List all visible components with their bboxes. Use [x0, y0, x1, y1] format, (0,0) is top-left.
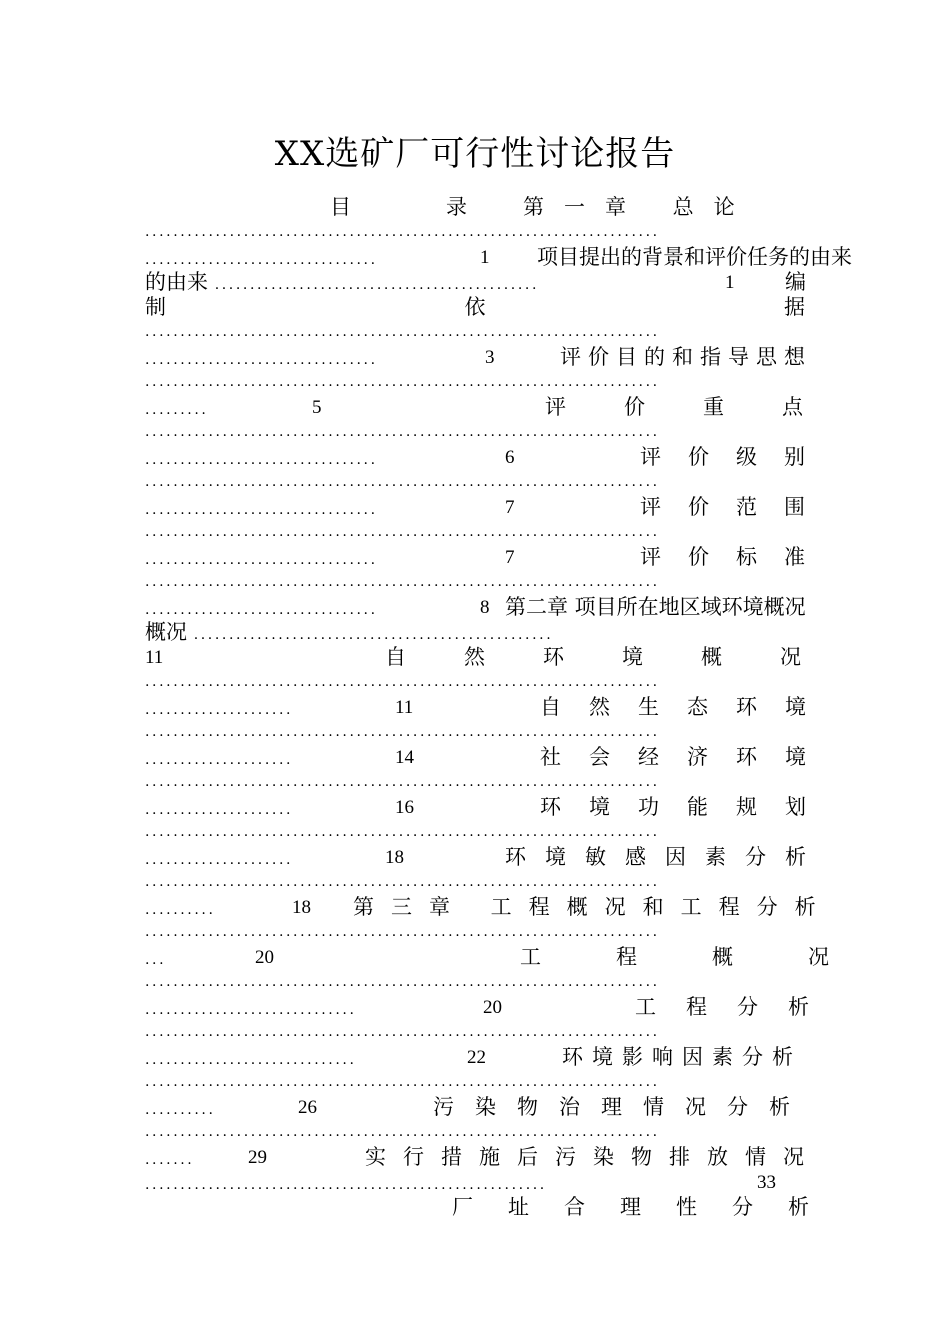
toc-row	[145, 1195, 844, 1220]
toc-row: ... 20 工程概况	[145, 945, 904, 969]
page-number: 18	[385, 847, 404, 868]
page-number: 29	[248, 1147, 267, 1168]
toc-entry[interactable]: 评价范围	[640, 495, 832, 519]
toc-entry-continued: 概况 ...................................................	[145, 620, 554, 644]
page-number: 22	[467, 1047, 486, 1068]
toc-entry[interactable]: 评价标准	[640, 545, 832, 569]
leader-dots: .........................................................................	[145, 374, 660, 390]
toc-entry[interactable]: 项目提出的背景和评价任务的由来	[537, 245, 852, 269]
page-number: 14	[395, 747, 414, 768]
leader-dots: .........................................................................	[145, 424, 660, 440]
leader-dots: .........................................................................	[145, 1074, 660, 1090]
toc-entry[interactable]: 厂址合理性分析	[452, 1195, 844, 1219]
toc-row: ................................. 1 项目提出的背景和评价任务的由来	[145, 245, 852, 269]
toc-row: ....... 29 实行措施后污染物排放情况	[145, 1145, 821, 1169]
toc-heading: 目录	[330, 195, 562, 219]
toc-row	[145, 645, 859, 670]
page-number: 3	[485, 347, 495, 368]
leader-dots: .........................................................................	[145, 874, 660, 890]
toc-entry[interactable]: 环境功能规划	[540, 795, 834, 819]
leader-dots: .........................................................................	[145, 774, 660, 790]
leader-dots: .........................................................................	[145, 1124, 660, 1140]
toc-row: ................................. 8 第二章 项目所在地区域环境概况	[145, 595, 806, 619]
toc-row: ................................. 6 评价级别	[145, 445, 832, 469]
toc-entry[interactable]: 工程概况	[520, 945, 904, 969]
chapter-3-label[interactable]: 第三章 工程概况和工程分析	[353, 895, 833, 919]
page-number: 26	[298, 1097, 317, 1118]
toc-entry[interactable]: 评价目的和指导思想	[560, 345, 812, 369]
toc-entry[interactable]: 评价级别	[640, 445, 832, 469]
leader-dots: .........................................................................	[145, 724, 660, 740]
page-number: 1	[725, 272, 735, 293]
chapter-1-label: 第一章 总论	[523, 195, 755, 219]
toc-row: ......... 5 评价重点	[145, 395, 861, 419]
chapter-2-label[interactable]: 第二章 项目所在地区域环境概况	[505, 595, 806, 619]
page-number: 1	[480, 247, 490, 268]
page-number: 20	[255, 947, 274, 968]
leader-dots: .........................................................................	[145, 1024, 660, 1040]
toc-row: .............................. 20 工程分析	[145, 995, 839, 1019]
toc-row: ..................... 14 社会经济环境	[145, 745, 834, 769]
toc-row: ......................................................... 33	[145, 1172, 776, 1193]
toc-row: ..................... 16 环境功能规划	[145, 795, 834, 819]
leader-dots: .........................................................................	[145, 324, 660, 340]
toc-row: ..................... 11 自然生态环境	[145, 695, 834, 719]
page-number: 18	[292, 897, 311, 918]
leader-dots: .........................................................................	[145, 524, 660, 540]
toc-entry[interactable]: 自然生态环境	[540, 695, 834, 719]
toc-entry[interactable]: 污染物治理情况分析	[433, 1095, 811, 1119]
page-number: 16	[395, 797, 414, 818]
page-number: 33	[757, 1172, 776, 1193]
toc-entry[interactable]: 制 依 据	[145, 295, 805, 319]
page-number: 11	[145, 647, 164, 668]
toc-row	[145, 620, 805, 645]
leader-dots: .........................................................................	[145, 574, 660, 590]
page-number: 7	[505, 547, 515, 568]
toc-entry[interactable]: 环境敏感因素分析	[505, 845, 825, 869]
toc-entry[interactable]: 实行措施后污染物排放情况	[365, 1145, 821, 1169]
toc-row: .......... 18 第三章 工程概况和工程分析	[145, 895, 833, 919]
toc-entry[interactable]: 工程分析	[635, 995, 839, 1019]
toc-row: .............................. 22 环境影响因素分析	[145, 1045, 802, 1069]
toc-entry[interactable]: 编	[785, 270, 806, 294]
leader-dots: .........................................................................	[145, 474, 660, 490]
toc-row: .......... 26 污染物治理情况分析	[145, 1095, 811, 1119]
leader-dots: .........................................................................	[145, 974, 660, 990]
toc-row	[145, 295, 805, 320]
toc-entry[interactable]: 评价重点	[545, 395, 861, 419]
toc-row: ..................... 18 环境敏感因素分析	[145, 845, 825, 869]
toc-entry[interactable]: 社会经济环境	[540, 745, 834, 769]
toc-row: ................................. 7 评价标准	[145, 545, 832, 569]
toc-row	[145, 195, 805, 220]
page-number: 7	[505, 497, 515, 518]
toc-entry-continued: 的由来 ..............................................	[145, 270, 539, 294]
leader-dots: .........................................................................	[145, 674, 660, 690]
toc-entry[interactable]: 自然环境概况	[385, 645, 859, 669]
table-of-contents	[145, 195, 904, 1220]
leader-dots: .........................................................................	[145, 824, 660, 840]
leader-dots: .........................................................................	[145, 924, 660, 940]
toc-entry[interactable]: 环境影响因素分析	[562, 1045, 802, 1069]
leader-dots: .........................................................................	[145, 224, 660, 240]
page-number: 8	[480, 597, 490, 618]
toc-row	[145, 270, 805, 295]
toc-row: ................................. 7 评价范围	[145, 495, 832, 519]
page-number: 11	[395, 697, 414, 718]
page-number: 5	[312, 397, 322, 418]
toc-row: ................................. 3 评价目的和指导思想	[145, 345, 812, 369]
page-number: 20	[483, 997, 502, 1018]
document-title: XX选矿厂可行性讨论报告	[274, 134, 676, 174]
page-number: 6	[505, 447, 515, 468]
